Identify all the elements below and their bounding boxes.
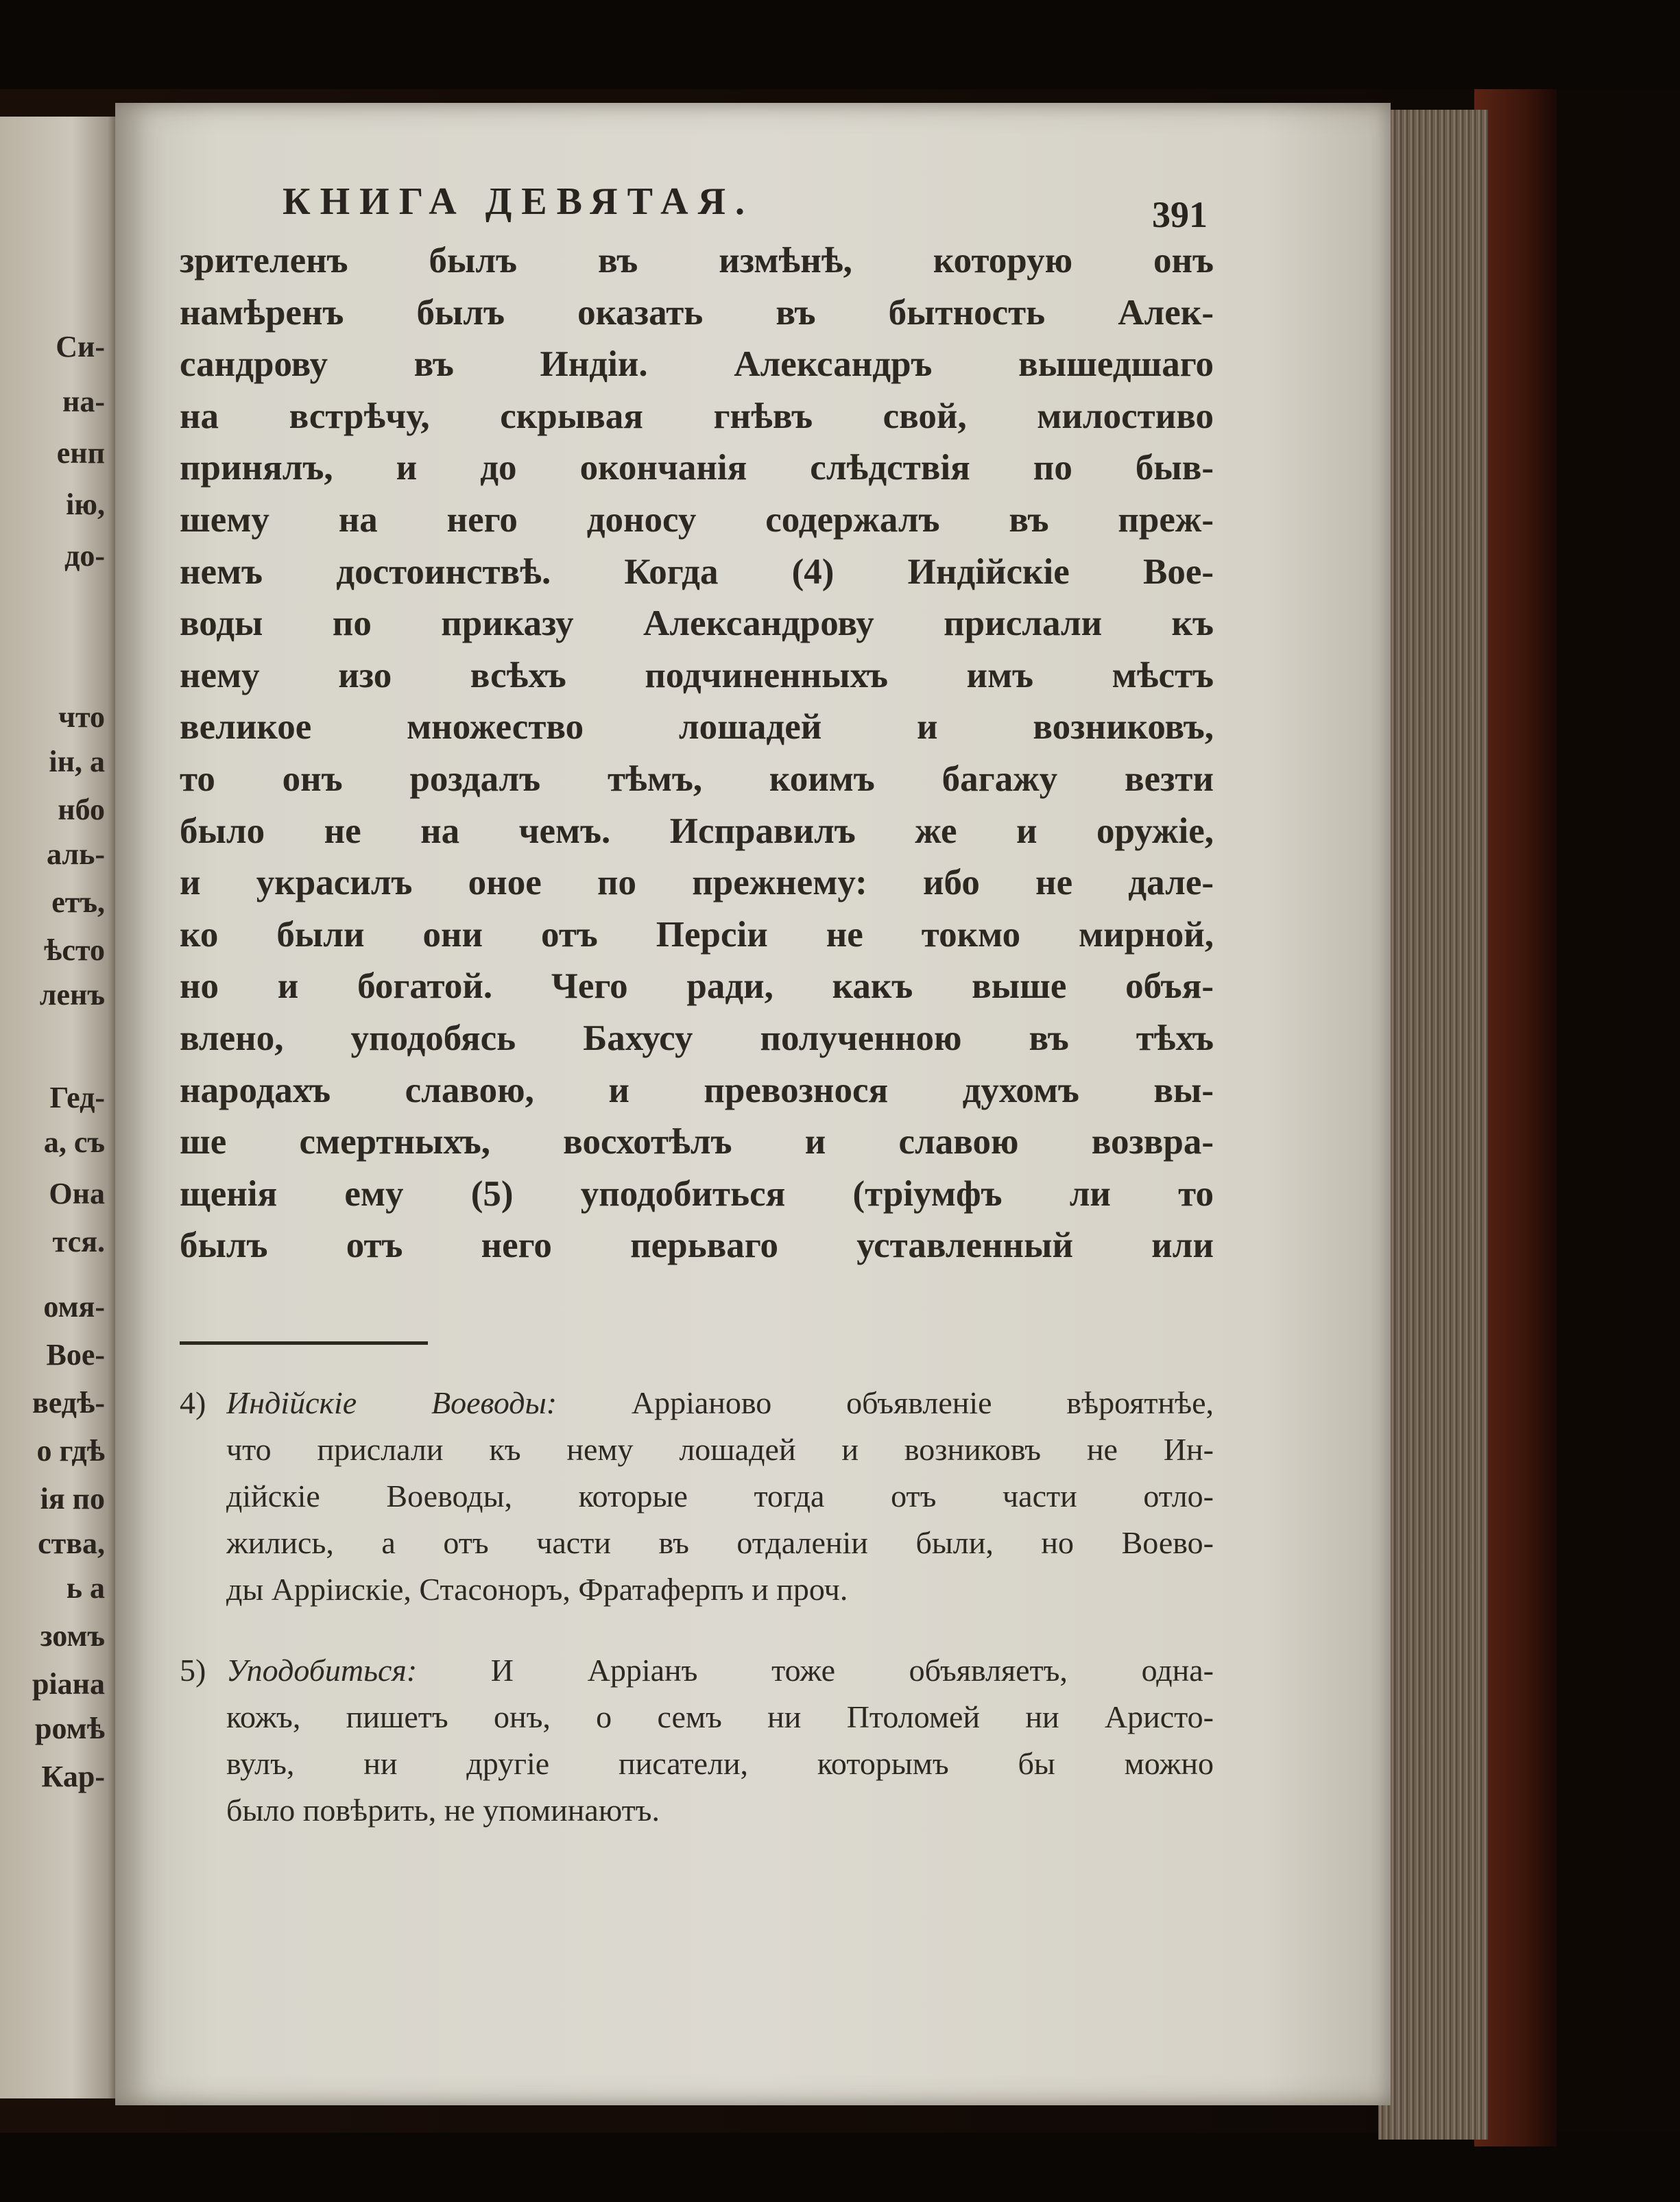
- footnote-text: дійскіе Воеводы, которые тогда отъ части отло-: [226, 1479, 1214, 1513]
- left-page-fragment: Кар-: [41, 1760, 105, 1793]
- body-line: ко были они отъ Персіи не токмо мирной,: [180, 914, 1214, 955]
- page-number: 391: [1152, 194, 1208, 235]
- left-page-fragment: аль-: [47, 837, 105, 871]
- footnote-line: [226, 1789, 1214, 1832]
- left-page-edge: [0, 117, 120, 2098]
- body-line: намѣренъ былъ оказать въ бытность Алек-: [180, 292, 1214, 333]
- left-page-fragment: Гед-: [49, 1081, 105, 1114]
- left-page-fragment: ѣсто: [44, 933, 105, 967]
- body-line: ше смертныхъ, восхотѣлъ и славою возвра-: [180, 1122, 1214, 1162]
- body-line: и украсилъ оное по прежнему: ибо не дале-: [180, 863, 1214, 903]
- left-page-fragment: ведѣ-: [32, 1386, 105, 1420]
- body-line: воды по приказу Александрову прислали къ: [180, 603, 1214, 644]
- body-line: нему изо всѣхъ подчиненныхъ имъ мѣстъ: [180, 655, 1214, 695]
- footnote-text: было повѣрить, не упоминаютъ.: [226, 1793, 660, 1828]
- left-page-fragment: ленъ: [39, 978, 105, 1012]
- body-line: но и богатой. Чего ради, какъ выше объя-: [180, 966, 1214, 1007]
- body-line: народахъ славою, и превознося духомъ вы-: [180, 1070, 1214, 1110]
- footnote-rule: [180, 1341, 428, 1345]
- left-page-fragment: ія по: [40, 1482, 105, 1516]
- body-line: зрителенъ былъ въ измѣнѣ, которую онъ: [180, 241, 1214, 280]
- footnote-line: [226, 1382, 1214, 1424]
- body-line: великое множество лошадей и возниковъ,: [180, 707, 1214, 747]
- body-line: влено, уподобясь Бахусу полученною въ тѣхъ: [180, 1018, 1214, 1058]
- page-fore-edge: [1378, 110, 1488, 2140]
- left-page-fragment: ріана: [32, 1667, 105, 1701]
- body-line: на встрѣчу, скрывая гнѣвъ свой, милостиво: [180, 396, 1214, 436]
- left-page-fragment: енп: [56, 436, 105, 470]
- left-page-fragment: етъ,: [51, 885, 105, 919]
- left-page-fragment: Си-: [56, 330, 105, 363]
- left-page-fragment: ь а: [66, 1571, 105, 1605]
- footnote-line: [226, 1568, 1214, 1611]
- left-page-fragment: ін, а: [49, 745, 105, 778]
- left-page-fragment: омя-: [43, 1290, 105, 1324]
- body-line: былъ отъ него перьваго уставленный или: [180, 1225, 1214, 1266]
- footnote-line: [226, 1522, 1214, 1564]
- footnote-lemma: Индійскіе Воеводы:: [226, 1385, 557, 1420]
- running-title: КНИГА ДЕВЯТАЯ.: [283, 180, 755, 223]
- left-page-fragment: на-: [62, 385, 105, 418]
- footnote-text: Арріаново объявленіе вѣроятнѣе,: [557, 1385, 1214, 1420]
- footnote-text: ды Арріискіе, Стасоноръ, Фратаферпъ и проч.: [226, 1572, 848, 1607]
- footnote-line: [226, 1428, 1214, 1471]
- footnote-line: [226, 1475, 1214, 1518]
- footnote-line: [226, 1743, 1214, 1785]
- footnote-text: И Арріанъ тоже объявляетъ, одна-: [417, 1653, 1214, 1688]
- body-line: принялъ, и до окончанія слѣдствія по быв-: [180, 448, 1214, 488]
- body-line: было не на чемъ. Исправилъ же и оружіе,: [180, 811, 1214, 851]
- left-page-fragment: зомъ: [40, 1619, 105, 1653]
- left-page-fragment: ромѣ: [34, 1712, 105, 1745]
- footnote-number: 5): [180, 1653, 206, 1688]
- body-line: щенія ему (5) уподобиться (тріумфъ ли то: [180, 1173, 1214, 1214]
- footnote-lemma: Уподобиться:: [226, 1653, 418, 1688]
- body-line: шему на него доносу содержалъ въ преж-: [180, 500, 1214, 540]
- footnote-line: [226, 1696, 1214, 1738]
- body-line: немъ достоинствѣ. Когда (4) Индійскіе Вое-: [180, 551, 1214, 592]
- left-page-fragment: Она: [49, 1177, 105, 1210]
- footnote-text: что прислали къ нему лошадей и возниковъ не Ин-: [226, 1432, 1214, 1467]
- left-page-fragment: что: [58, 700, 105, 734]
- footnote-text: кожъ, пишетъ онъ, о семъ ни Птоломей ни Аристо-: [226, 1699, 1214, 1734]
- left-page-fragment: ію,: [66, 488, 105, 521]
- left-page-fragment: о гдѣ: [36, 1434, 105, 1468]
- left-page-fragment: тся.: [52, 1225, 105, 1258]
- footnote-line: [226, 1649, 1214, 1692]
- body-line: сандрову въ Индіи. Александръ вышедшаго: [180, 344, 1214, 385]
- left-page-fragment: нбо: [58, 793, 105, 826]
- left-page-fragment: Вое-: [46, 1338, 105, 1372]
- body-line: то онъ роздалъ тѣмъ, коимъ багажу везти: [180, 759, 1214, 799]
- footnote-text: вулъ, ни другіе писатели, которымъ бы можно: [226, 1746, 1214, 1781]
- footnote-number: 4): [180, 1385, 206, 1420]
- left-page-fragment: ства,: [38, 1527, 105, 1560]
- left-page-fragment: а, съ: [43, 1125, 105, 1159]
- footnote-text: жились, а отъ части въ отдаленіи были, но Воево-: [226, 1525, 1214, 1560]
- left-page-fragment: до-: [64, 539, 105, 573]
